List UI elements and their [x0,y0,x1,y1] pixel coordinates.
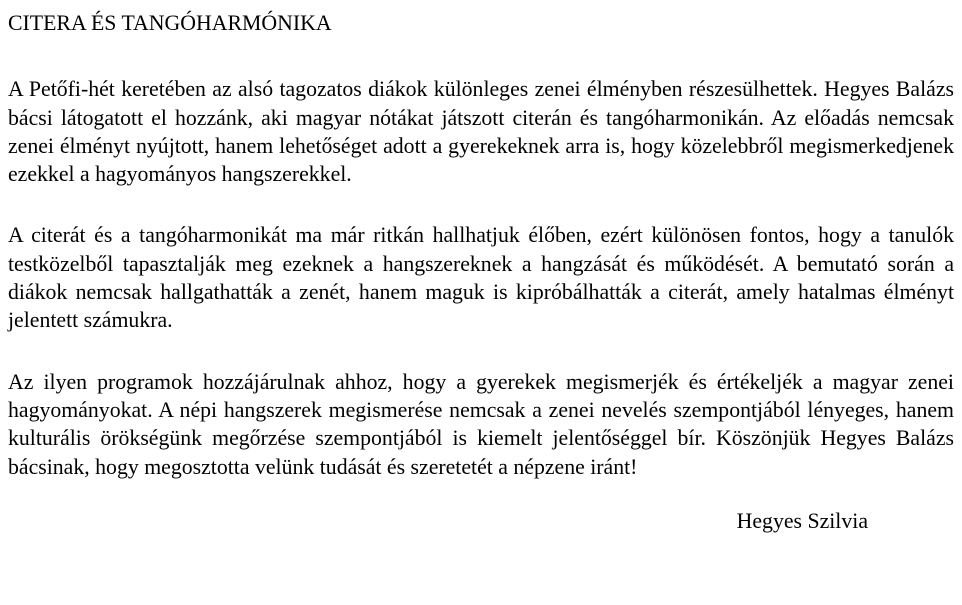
paragraph-closing: Az ilyen programok hozzájárulnak ahhoz, hogy a gyerekek megismerjék és értékeljék a magyar zenei hagyományokat. A népi hangszerek megismerése nemcsak a zenei nevelés szempontjából lényeges, hanem kulturális örökségünk megőrzése szempontjából is kiemelt jelentőséggel bír. Köszönjük Hegyes Balázs bácsinak, hogy megosztotta velünk tudását és szeretetét a népzene iránt! [8,369,954,479]
signature: Hegyes Szilvia [736,508,868,533]
paragraph-experience: A citerát és a tangóharmonikát ma már ritkán hallhatjuk élőben, ezért különösen fontos, hogy a tanulók testközelből tapasztalják meg ezeknek a hangszereknek a hangzását és működését. A bemutató során a diákok nemcsak hallgathatták a zenét, hanem maguk is kipróbálhatták a citerát, amely hatalmas élményt jelentett számukra. [8,223,954,333]
document-title: CITERA ÉS TANGÓHARMÓNIKA [8,11,332,35]
paragraph-intro: A Petőfi-hét keretében az alsó tagozatos diákok különleges zenei élményben részesülhettek. Hegyes Balázs bácsi látogatott el hozzánk, aki magyar nótákat játszott citerán és tangóharmonikán. Az előadás nemcsak zenei élményt nyújtott, hanem lehetőséget adott a gyerekeknek arra is, hogy közelebbről megismerkedjenek ezekkel a hagyományos hangszerekkel. [8,77,954,187]
